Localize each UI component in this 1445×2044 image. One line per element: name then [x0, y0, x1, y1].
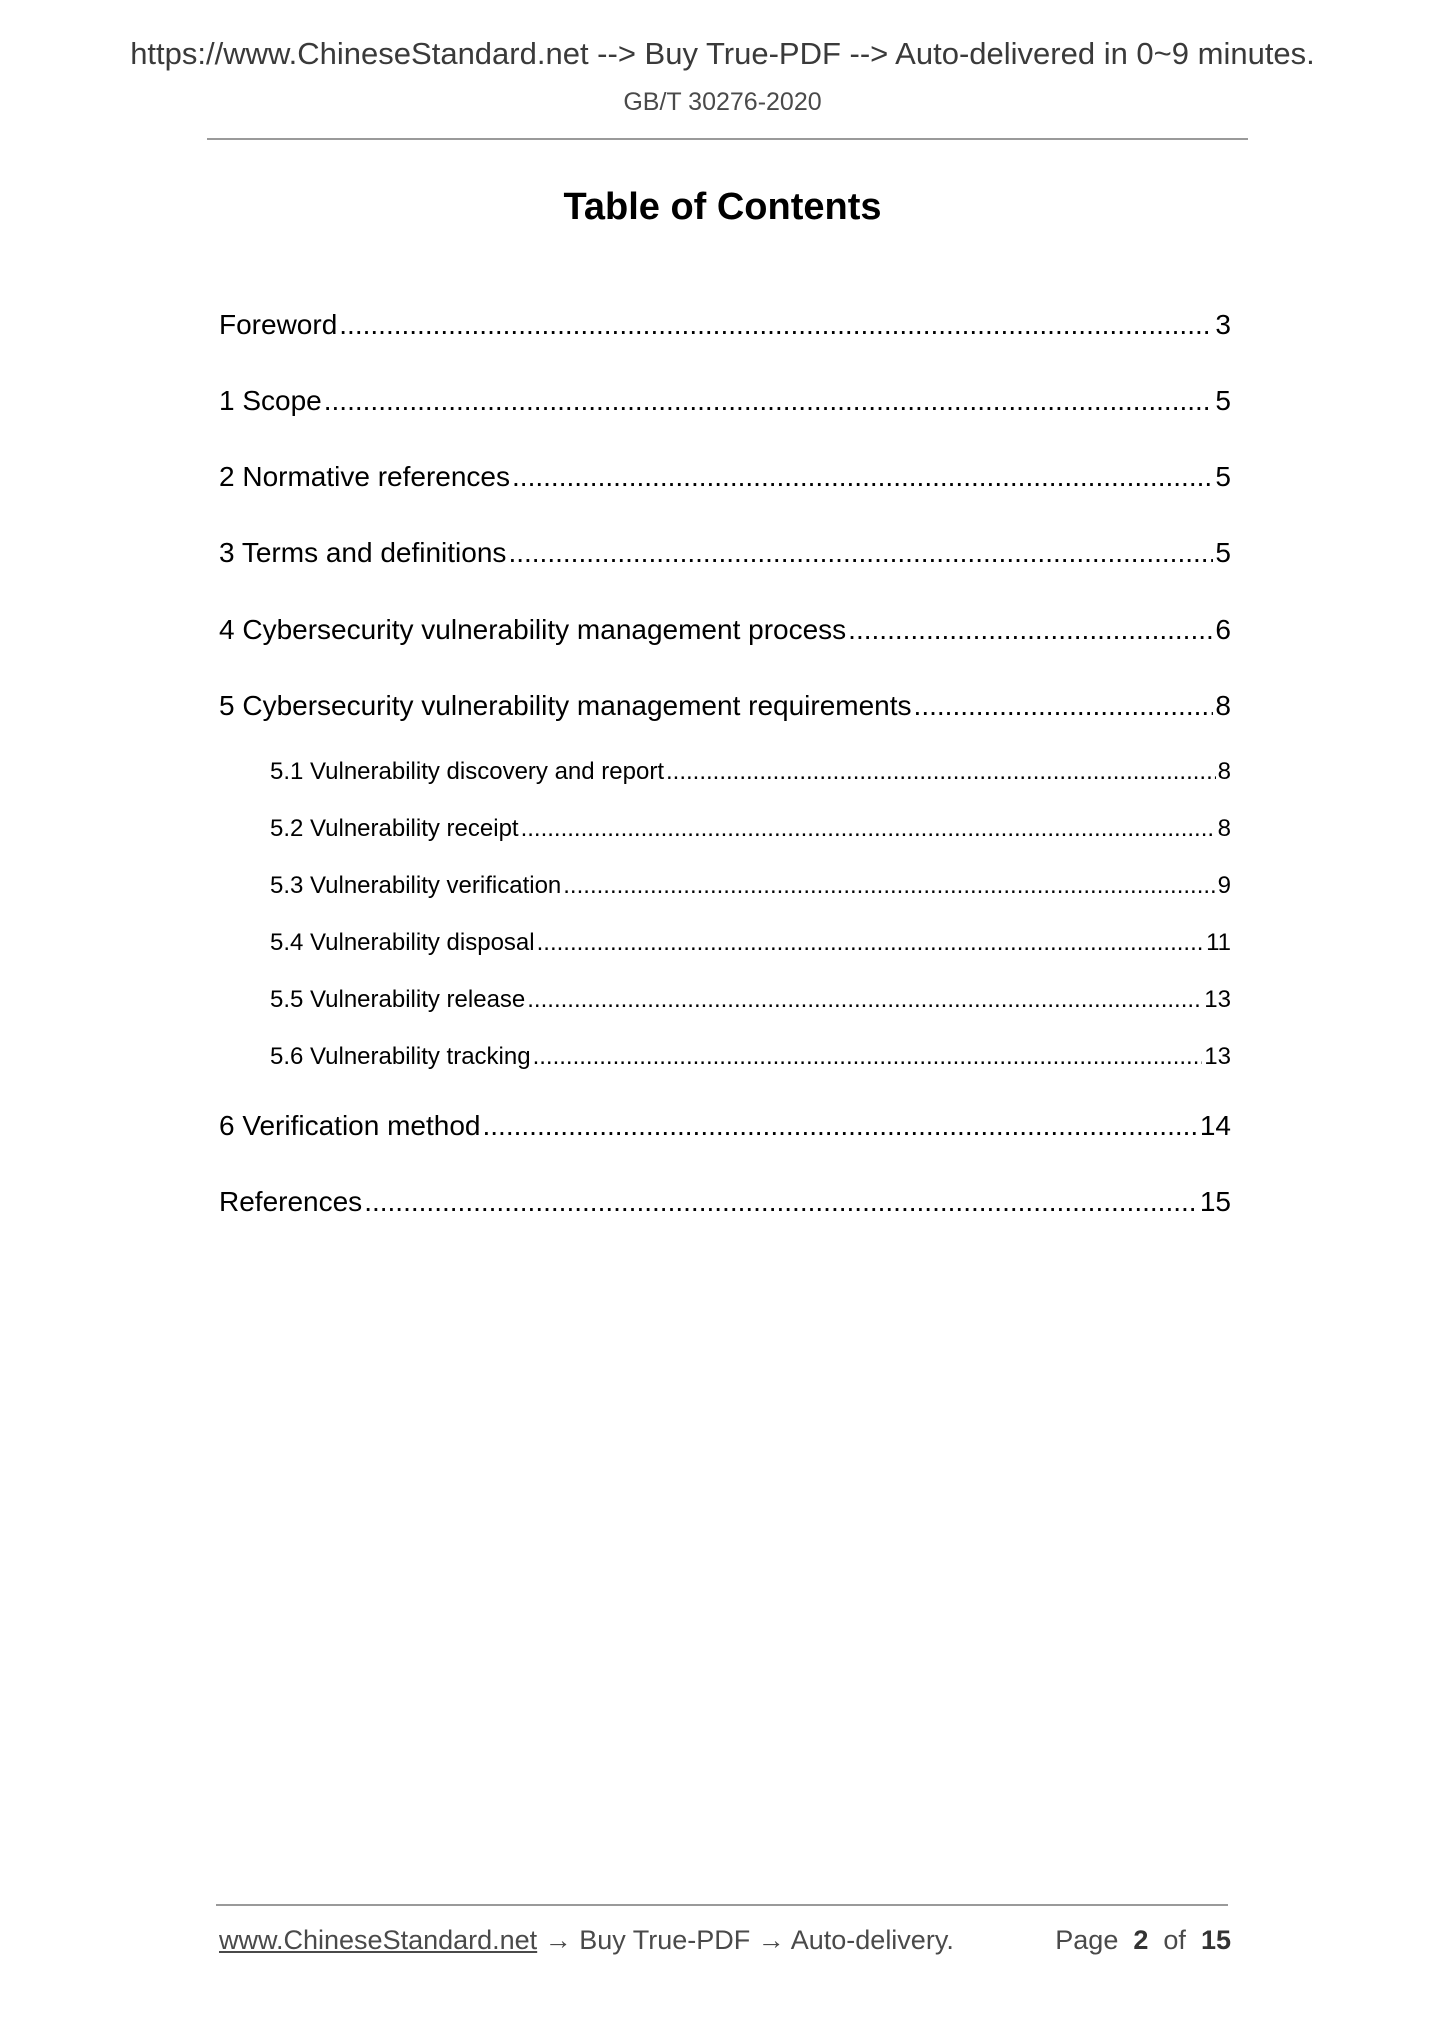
header-divider	[207, 138, 1248, 140]
toc-entry-label: 5.1 Vulnerability discovery and report	[270, 758, 664, 785]
dot-leader	[508, 536, 1213, 570]
toc-entry-label: 3 Terms and definitions	[219, 537, 507, 568]
dot-leader	[848, 613, 1213, 647]
toc-entry-scope[interactable]	[219, 384, 1231, 418]
dot-leader	[533, 1043, 1203, 1072]
toc-entry-label: 5 Cybersecurity vulnerability management requirements	[219, 690, 912, 721]
toc-entry-page: 3	[1215, 309, 1231, 340]
toc-entry-label: 5.4 Vulnerability disposal	[270, 929, 535, 956]
toc-entry-page: 8	[1215, 690, 1231, 721]
toc-entry-page: 5	[1215, 537, 1231, 568]
page-footer	[219, 1924, 1231, 1956]
toc-entry-page: 13	[1204, 1043, 1231, 1070]
site-link[interactable]: www.ChineseStandard.net	[219, 1925, 538, 1955]
toc-entry-verification[interactable]	[219, 872, 1231, 901]
dot-leader	[914, 689, 1214, 723]
dot-leader	[324, 384, 1214, 418]
toc-entry-label: Foreword	[219, 309, 338, 340]
of-word: of	[1163, 1925, 1186, 1955]
toc-entry-disposal[interactable]	[219, 929, 1231, 958]
toc-entry-label: 5.2 Vulnerability receipt	[270, 815, 519, 842]
toc-entry-label: 6 Verification method	[219, 1110, 481, 1141]
toc-entry-page: 9	[1217, 872, 1231, 899]
toc-entry-label: 1 Scope	[219, 385, 322, 416]
dot-leader	[339, 308, 1213, 342]
toc-entry-terms-and-definitions[interactable]	[219, 536, 1231, 570]
top-banner: https://www.ChineseStandard.net --> Buy True-PDF --> Auto-delivered in 0~9 minutes.	[130, 36, 1315, 71]
toc-entry-page: 11	[1206, 929, 1231, 956]
toc-entry-page: 13	[1204, 986, 1231, 1013]
dot-leader	[563, 872, 1215, 901]
toc-entry-receipt[interactable]	[219, 815, 1231, 844]
toc-entry-foreword[interactable]	[219, 308, 1231, 342]
toc-entry-page: 15	[1199, 1186, 1231, 1217]
footer-divider	[216, 1904, 1228, 1906]
toc-entry-page: 14	[1199, 1110, 1231, 1141]
total-page-count: 15	[1200, 1925, 1231, 1955]
footer-text: → Buy True-PDF → Auto-delivery.	[537, 1925, 954, 1955]
toc-entry-tracking[interactable]	[219, 1043, 1231, 1072]
toc-entry-label: References	[219, 1186, 363, 1217]
toc-entry-page: 8	[1217, 758, 1231, 785]
toc-entry-management-requirements[interactable]	[219, 689, 1231, 723]
dot-leader	[521, 815, 1216, 844]
toc-entry-page: 5	[1215, 461, 1231, 492]
dot-leader	[666, 758, 1216, 787]
dot-leader	[512, 460, 1213, 494]
dot-leader	[527, 986, 1202, 1015]
current-page-number: 2	[1133, 1925, 1149, 1955]
page-indicator	[1055, 1924, 1231, 1956]
toc-entry-label: 2 Normative references	[219, 461, 511, 492]
toc-entry-normative-references[interactable]	[219, 460, 1231, 494]
toc-entry-release[interactable]	[219, 986, 1231, 1015]
dot-leader	[483, 1109, 1198, 1143]
toc-entry-label: 5.3 Vulnerability verification	[270, 872, 562, 899]
toc-entry-page: 5	[1215, 385, 1231, 416]
toc-entry-management-process[interactable]	[219, 613, 1231, 647]
toc-title: Table of Contents	[563, 186, 882, 228]
page-word: Page	[1055, 1925, 1119, 1955]
dot-leader	[364, 1185, 1198, 1219]
toc-entry-label: 5.6 Vulnerability tracking	[270, 1043, 531, 1070]
toc-entry-label: 5.5 Vulnerability release	[270, 986, 526, 1013]
toc-entry-label: 4 Cybersecurity vulnerability management process	[219, 614, 847, 645]
toc-entry-discovery-and-report[interactable]	[219, 758, 1231, 787]
toc-entry-references[interactable]	[219, 1185, 1231, 1219]
toc-entry-page: 8	[1217, 815, 1231, 842]
toc-entry-page: 6	[1215, 614, 1231, 645]
document-code: GB/T 30276-2020	[623, 88, 822, 116]
toc-entry-verification-method[interactable]	[219, 1109, 1231, 1143]
dot-leader	[537, 929, 1204, 958]
